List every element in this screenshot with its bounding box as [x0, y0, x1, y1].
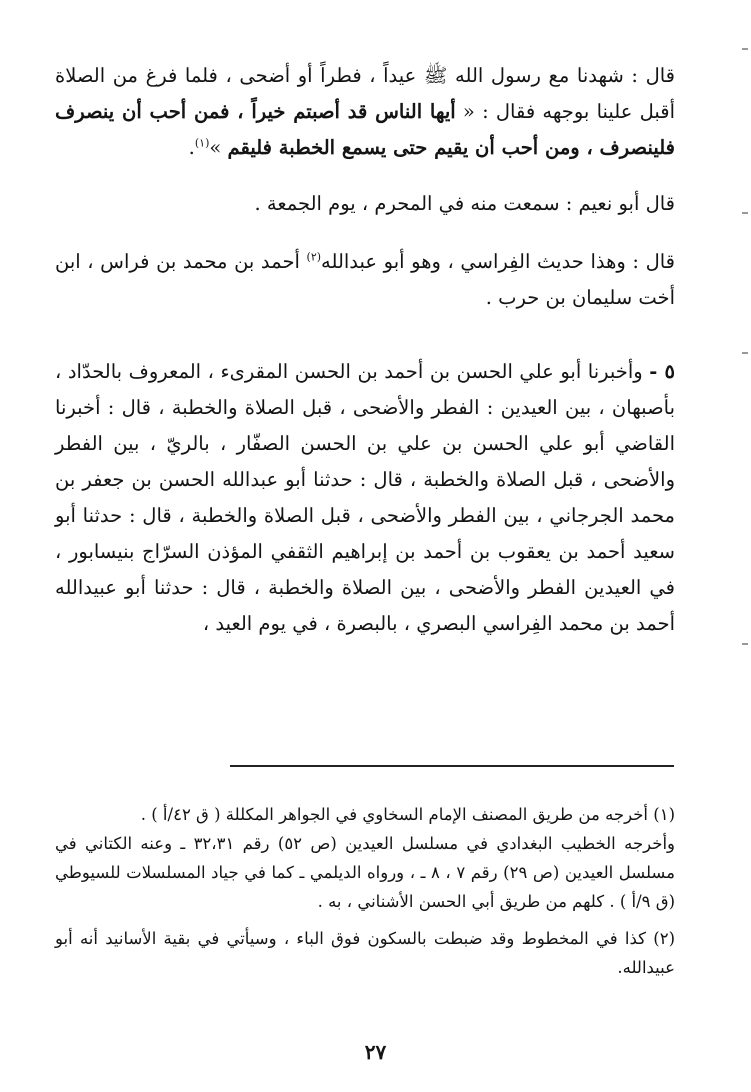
- page-number: ٢٧: [364, 1040, 387, 1064]
- paragraph-hadith: [55, 58, 675, 166]
- main-text: [55, 58, 675, 642]
- footnote-separator: [230, 765, 674, 767]
- firasi-text-a: قال : وهذا حديث الفِراسي ، وهو أبو عبدالله: [321, 250, 675, 273]
- footnote-1-line-1: (١) أخرجه من طريق المصنف الإمام السخاوي في الجواهر المكللة ( ق ٤٢/أ ) .: [140, 805, 675, 824]
- footnote-ref-1: (١): [194, 136, 210, 150]
- margin-mark: [742, 352, 748, 354]
- margin-mark: [742, 48, 748, 50]
- footnote-1-line-2: وأخرجه الخطيب البغدادي في مسلسل العيدين (ص ٥٢) رقم ٣٢،٣١ ـ وعنه الكتاني في مسلسل العيدين (ص ٢٩) رقم ٧ ، ٨ ـ ، ورواه الديلمي ـ كما في جياد المسلسلات للسيوطي (ق ٩/أ ) . كلهم من طريق أبي الحسن الأشناني ، به .: [55, 834, 676, 911]
- paragraph-number: ٥ -: [649, 360, 675, 383]
- paragraph-abu-nuaym: قال أبو نعيم : سمعت منه في المحرم ، يوم الجمعة .: [254, 192, 675, 215]
- hadith-period: .: [188, 136, 195, 159]
- footnote-ref-2: (٢): [306, 250, 322, 264]
- hadith-text: أيها الناس قد أصبتم خيراً ، فمن أحب أن ينصرف فلينصرف ، ومن أحب أن يقيم حتى يسمع الخطبة فليقم: [55, 100, 675, 159]
- paragraph-firasi: [55, 244, 675, 316]
- hadith-close-quote: »: [209, 136, 228, 159]
- footnotes: [55, 800, 675, 982]
- firasi-text-b: أحمد بن محمد بن فراس ، ابن أخت سليمان بن حرب .: [55, 250, 675, 309]
- paragraph-5-text: وأخبرنا أبو علي الحسن بن أحمد بن الحسن المقرىء ، المعروف بالحدّاد ، بأصبهان ، بين العيدين : الفطر والأضحى ، قبل الصلاة والخطبة ، قال : أخبرنا القاضي أبو علي الحسن بن علي بن الحسن الصفّار ، بالريّ ، بين الفطر والأضحى ، قبل الصلاة والخطبة ، قال : حدثنا أبو عبدالله الحسن بن جعفر بن محمد الجرجاني ، بين الفطر والأضحى ، قبل الصلاة والخطبة ، قال : حدثنا أبو سعيد أحمد بن يعقوب بن أحمد بن إبراهيم الثقفي المؤذن السرّاج بنيسابور ، في العيدين الفطر والأضحى ، بين الصلاة والخطبة ، قال : حدثنا أبو عبيدالله أحمد بن محمد الفِراسي البصري ، بالبصرة ، في يوم العيد ،: [55, 360, 675, 635]
- footnote-2: (٢) كذا في المخطوط وقد ضبطت بالسكون فوق الباء ، وسيأتي في بقية الأسانيد أنه أبو عبيدالله.: [55, 929, 675, 977]
- hadith-intro: قال : شهدنا مع رسول الله ﷺ عيداً ، فطراً أو أضحى ، فلما فرغ من الصلاة أقبل علينا بوجهه فقال : «: [55, 64, 675, 123]
- paragraph-5: [55, 354, 675, 642]
- margin-mark: [742, 212, 748, 214]
- margin-mark: [742, 643, 748, 645]
